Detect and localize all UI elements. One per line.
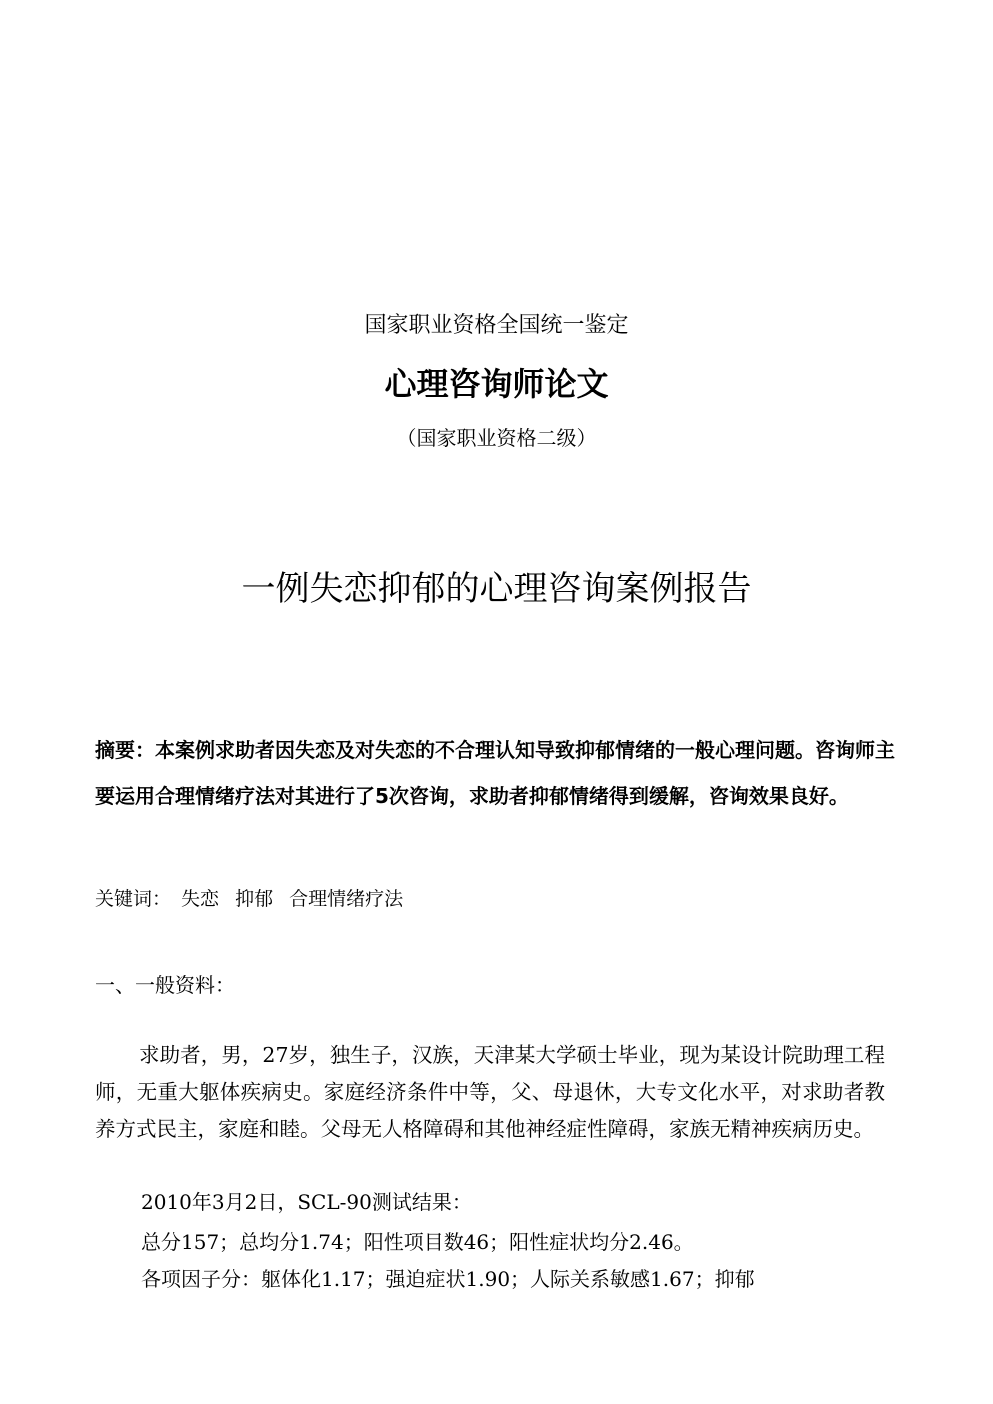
scl90-test-line: 2010年3月2日，SCL-90测试结果： <box>141 1190 472 1214</box>
thesis-type-title: 心理咨询师论文 <box>384 365 609 403</box>
abstract-paragraph: 摘要：本案例求助者因失恋及对失恋的不合理认知导致抑郁情绪的一般心理问题。咨询师主要运用合理情绪疗法对其进行了5次咨询，求助者抑郁情绪得到缓解，咨询效果良好。 <box>95 738 895 808</box>
exam-organization: 国家职业资格全国统一鉴定 <box>364 313 629 338</box>
qualification-level: （国家职业资格二级） <box>396 426 597 450</box>
report-title: 一例失恋抑郁的心理咨询案例报告 <box>241 569 752 609</box>
keyword-item: 合理情绪疗法 <box>289 888 404 910</box>
section-heading: 一、一般资料： <box>95 973 235 997</box>
general-info-paragraph: 求助者，男，27岁，独生子，汉族，天津某大学硕士毕业，现为某设计院助理工程师，无重大躯体疾病史。家庭经济条件中等，父、母退休，大专文化水平，对求助者教养方式民主，家庭和睦。父母无人格障碍和其他神经症性障碍，家族无精神疾病历史。 <box>95 1043 885 1141</box>
scl90-factors-line: 各项因子分：躯体化1.17；强迫症状1.90；人际关系敏感1.67；抑郁 <box>141 1267 755 1291</box>
keywords-label: 关键词： <box>95 888 172 910</box>
scl90-total-line: 总分157；总均分1.74；阳性项目数46；阳性症状均分2.46。 <box>141 1230 694 1254</box>
keyword-item: 失恋 <box>181 888 220 910</box>
keywords-line <box>95 881 895 917</box>
keyword-item: 抑郁 <box>235 888 274 910</box>
